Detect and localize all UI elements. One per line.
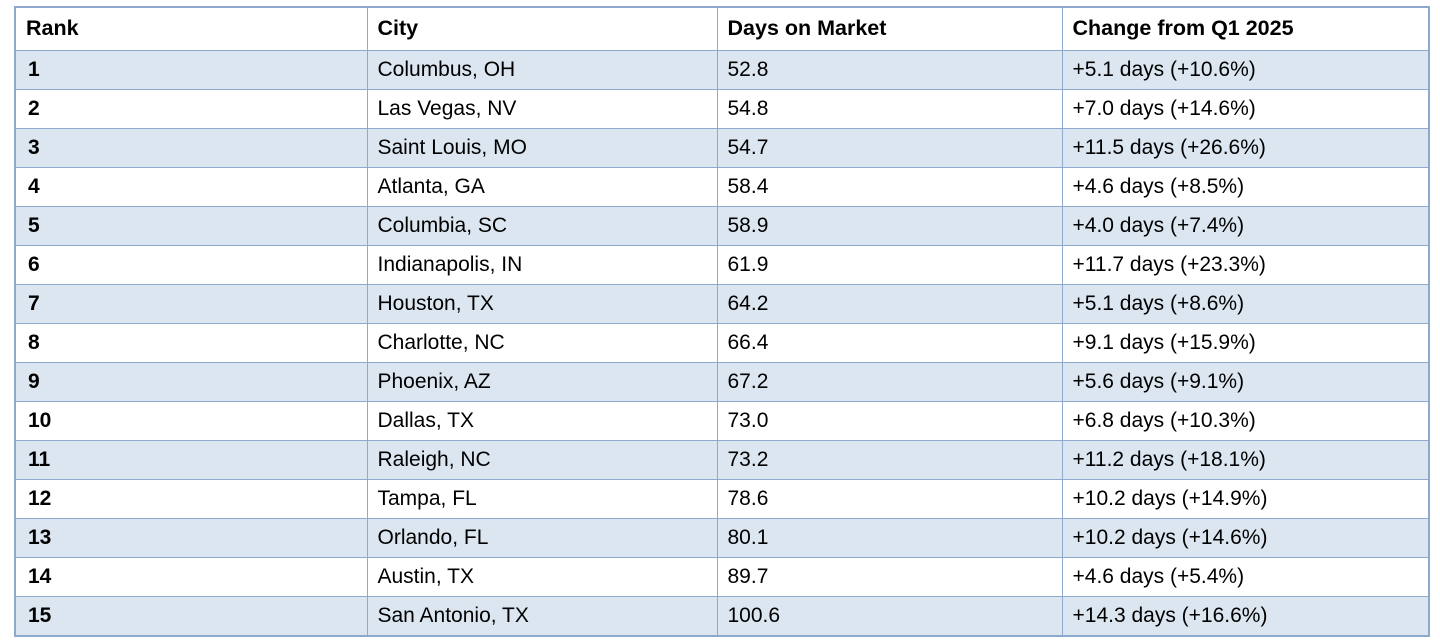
table-header-row <box>15 7 1429 51</box>
days-on-market-table <box>14 6 1430 637</box>
table-header <box>15 7 1429 51</box>
table-row <box>15 168 1429 207</box>
cell-city: Dallas, TX <box>367 402 717 441</box>
cell-change: +7.0 days (+14.6%) <box>1062 90 1429 129</box>
cell-change: +5.1 days (+8.6%) <box>1062 285 1429 324</box>
cell-city: Atlanta, GA <box>367 168 717 207</box>
column-header-city: City <box>367 7 717 51</box>
cell-days-on-market: 78.6 <box>717 480 1062 519</box>
cell-rank: 5 <box>15 207 367 246</box>
cell-rank: 1 <box>15 51 367 90</box>
cell-rank: 12 <box>15 480 367 519</box>
cell-change: +9.1 days (+15.9%) <box>1062 324 1429 363</box>
cell-rank: 4 <box>15 168 367 207</box>
table-body <box>15 51 1429 637</box>
cell-city: Phoenix, AZ <box>367 363 717 402</box>
cell-change: +10.2 days (+14.6%) <box>1062 519 1429 558</box>
cell-rank: 6 <box>15 246 367 285</box>
cell-city: Indianapolis, IN <box>367 246 717 285</box>
cell-rank: 11 <box>15 441 367 480</box>
cell-change: +11.7 days (+23.3%) <box>1062 246 1429 285</box>
cell-days-on-market: 73.2 <box>717 441 1062 480</box>
table-row <box>15 90 1429 129</box>
cell-rank: 15 <box>15 597 367 637</box>
cell-days-on-market: 54.7 <box>717 129 1062 168</box>
cell-rank: 3 <box>15 129 367 168</box>
cell-city: Austin, TX <box>367 558 717 597</box>
cell-city: Tampa, FL <box>367 480 717 519</box>
cell-change: +5.6 days (+9.1%) <box>1062 363 1429 402</box>
table-row <box>15 285 1429 324</box>
cell-days-on-market: 67.2 <box>717 363 1062 402</box>
table-row <box>15 519 1429 558</box>
cell-change: +4.0 days (+7.4%) <box>1062 207 1429 246</box>
table-row <box>15 207 1429 246</box>
cell-city: Charlotte, NC <box>367 324 717 363</box>
cell-rank: 9 <box>15 363 367 402</box>
table-row <box>15 402 1429 441</box>
cell-rank: 8 <box>15 324 367 363</box>
cell-change: +4.6 days (+8.5%) <box>1062 168 1429 207</box>
cell-city: Orlando, FL <box>367 519 717 558</box>
table-row <box>15 51 1429 90</box>
cell-rank: 14 <box>15 558 367 597</box>
cell-change: +14.3 days (+16.6%) <box>1062 597 1429 637</box>
cell-change: +6.8 days (+10.3%) <box>1062 402 1429 441</box>
cell-city: Columbia, SC <box>367 207 717 246</box>
cell-days-on-market: 66.4 <box>717 324 1062 363</box>
cell-city: Raleigh, NC <box>367 441 717 480</box>
column-header-change: Change from Q1 2025 <box>1062 7 1429 51</box>
cell-city: Columbus, OH <box>367 51 717 90</box>
cell-days-on-market: 73.0 <box>717 402 1062 441</box>
cell-days-on-market: 64.2 <box>717 285 1062 324</box>
table-row <box>15 363 1429 402</box>
cell-days-on-market: 58.9 <box>717 207 1062 246</box>
table-row <box>15 558 1429 597</box>
cell-city: Houston, TX <box>367 285 717 324</box>
cell-city: Las Vegas, NV <box>367 90 717 129</box>
cell-rank: 10 <box>15 402 367 441</box>
cell-days-on-market: 80.1 <box>717 519 1062 558</box>
cell-days-on-market: 61.9 <box>717 246 1062 285</box>
cell-city: Saint Louis, MO <box>367 129 717 168</box>
cell-rank: 13 <box>15 519 367 558</box>
table-row <box>15 441 1429 480</box>
cell-change: +4.6 days (+5.4%) <box>1062 558 1429 597</box>
table-row <box>15 480 1429 519</box>
cell-days-on-market: 89.7 <box>717 558 1062 597</box>
cell-change: +5.1 days (+10.6%) <box>1062 51 1429 90</box>
cell-change: +11.2 days (+18.1%) <box>1062 441 1429 480</box>
column-header-days-on-market: Days on Market <box>717 7 1062 51</box>
cell-rank: 2 <box>15 90 367 129</box>
cell-days-on-market: 58.4 <box>717 168 1062 207</box>
table-row <box>15 597 1429 637</box>
cell-days-on-market: 100.6 <box>717 597 1062 637</box>
table-row <box>15 246 1429 285</box>
cell-city: San Antonio, TX <box>367 597 717 637</box>
table-row <box>15 129 1429 168</box>
cell-change: +11.5 days (+26.6%) <box>1062 129 1429 168</box>
cell-days-on-market: 54.8 <box>717 90 1062 129</box>
cell-days-on-market: 52.8 <box>717 51 1062 90</box>
cell-rank: 7 <box>15 285 367 324</box>
table-row <box>15 324 1429 363</box>
column-header-rank: Rank <box>15 7 367 51</box>
cell-change: +10.2 days (+14.9%) <box>1062 480 1429 519</box>
